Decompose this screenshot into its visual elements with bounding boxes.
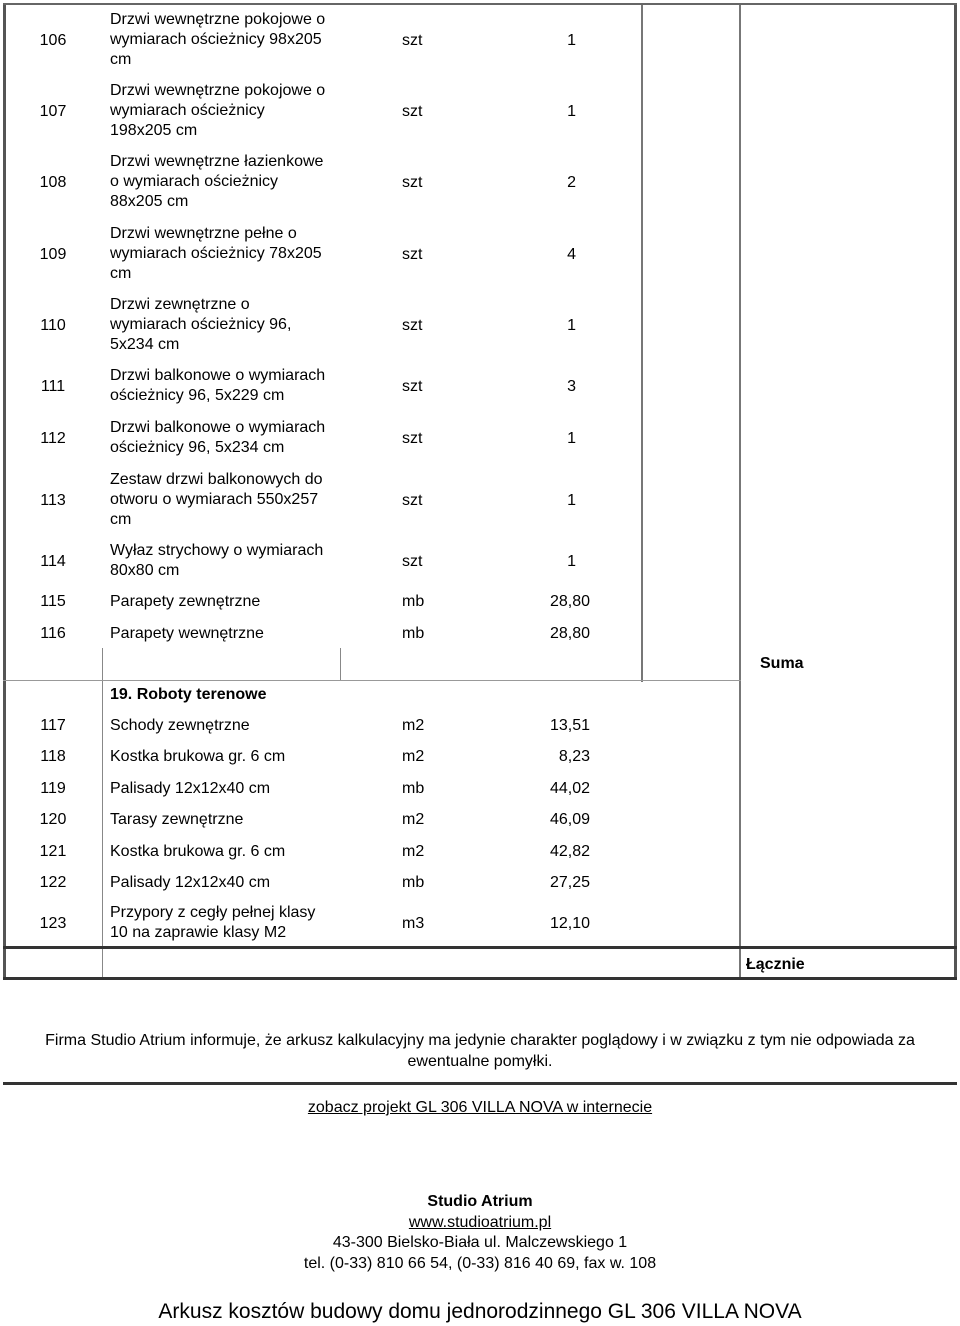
row-quantity: 1 <box>567 492 576 509</box>
row-number: 118 <box>40 748 66 765</box>
row-number: 110 <box>40 317 66 334</box>
row-quantity: 42,82 <box>549 843 590 860</box>
row-quantity: 27,25 <box>549 874 590 891</box>
row-number: 117 <box>40 717 66 734</box>
table-top-border <box>3 3 957 5</box>
row-unit: m3 <box>402 915 425 932</box>
row-description-line: Zestaw drzwi balkonowych do <box>110 471 323 488</box>
table-border-right <box>954 3 957 979</box>
row-description-line: Przypory z cegły pełnej klasy <box>110 904 316 921</box>
row-description-line: wymiarach ościeżnicy 78x205 <box>110 245 322 262</box>
row-description-line: 80x80 cm <box>110 562 180 579</box>
row-description <box>110 224 350 284</box>
row-description-line: Kostka brukowa gr. 6 cm <box>110 748 286 765</box>
row-number: 112 <box>40 430 66 447</box>
row-description-line: cm <box>110 51 132 68</box>
row-unit: szt <box>402 32 423 49</box>
row-description <box>110 716 350 736</box>
row-description-line: Drzwi balkonowe o wymiarach <box>110 419 326 436</box>
company-info <box>0 1192 960 1274</box>
row-number: 119 <box>40 780 66 797</box>
row-description-line: Palisady 12x12x40 cm <box>110 874 271 891</box>
suma-label: Suma <box>760 655 804 672</box>
company-phone: tel. (0-33) 810 66 54, (0-33) 816 40 69, fax w. 108 <box>303 1254 657 1272</box>
row-unit: szt <box>402 378 423 395</box>
row-description <box>110 470 350 530</box>
table-border-left <box>3 3 6 979</box>
row-number: 116 <box>40 625 66 642</box>
row-quantity: 2 <box>567 174 576 191</box>
row-number: 123 <box>39 915 67 932</box>
row-description-line: wymiarach ościeżnicy <box>110 102 265 119</box>
row-description-line: Drzwi wewnętrzne łazienkowe <box>110 153 324 170</box>
suma-row-divider <box>3 680 741 681</box>
disclaimer-line-1: Firma Studio Atrium informuje, że arkusz kalkulacyjny ma jedynie charakter poglądowy i w związku z tym nie odpowiada za <box>45 1032 915 1049</box>
row-description-line: Kostka brukowa gr. 6 cm <box>110 843 286 860</box>
row-unit: mb <box>402 625 425 642</box>
row-description-line: Parapety wewnętrzne <box>110 625 264 642</box>
row-description <box>110 842 350 862</box>
row-unit: szt <box>402 492 423 509</box>
row-description <box>110 366 350 406</box>
row-number: 115 <box>40 593 66 610</box>
section-title: 19. Roboty terenowe <box>110 686 267 703</box>
row-description-line: Palisady 12x12x40 cm <box>110 780 271 797</box>
row-description-line: cm <box>110 265 132 282</box>
row-number: 122 <box>39 874 67 891</box>
disclaimer-line-2: ewentualne pomyłki. <box>407 1053 553 1070</box>
row-quantity: 28,80 <box>549 625 590 642</box>
row-quantity: 1 <box>567 32 576 49</box>
column-divider-suma-left <box>641 3 643 682</box>
row-unit: m2 <box>402 843 425 860</box>
row-description-line: Parapety zewnętrzne <box>110 593 261 610</box>
row-quantity: 8,23 <box>558 748 590 765</box>
row-quantity: 4 <box>567 246 576 263</box>
row-description-line: ościeżnicy 96, 5x234 cm <box>110 439 285 456</box>
column-divider-description <box>340 648 341 680</box>
project-link[interactable]: zobacz projekt GL 306 VILLA NOVA w internecie <box>307 1099 653 1116</box>
row-description-line: cm <box>110 511 132 528</box>
row-number: 114 <box>40 553 66 570</box>
row-number: 121 <box>39 843 67 860</box>
row-quantity: 12,10 <box>549 915 590 932</box>
row-unit: szt <box>402 553 423 570</box>
row-unit: szt <box>402 246 423 263</box>
company-name: Studio Atrium <box>427 1193 533 1210</box>
row-description <box>110 779 350 799</box>
row-description <box>110 873 350 893</box>
row-unit: szt <box>402 317 423 334</box>
row-description-line: Drzwi wewnętrzne pokojowe o <box>110 82 326 99</box>
row-quantity: 13,51 <box>549 717 590 734</box>
row-quantity: 1 <box>567 553 576 570</box>
row-description-line: ościeżnicy 96, 5x229 cm <box>110 387 285 404</box>
row-quantity: 44,02 <box>549 780 590 797</box>
table-bottom-border <box>3 977 957 980</box>
row-unit: mb <box>402 874 425 891</box>
row-number: 120 <box>39 811 67 828</box>
row-number: 107 <box>39 103 67 120</box>
row-description-line: 198x205 cm <box>110 122 198 139</box>
row-description <box>110 541 350 581</box>
row-number: 108 <box>39 174 67 191</box>
row-number: 111 <box>40 378 66 395</box>
row-unit: mb <box>402 780 425 797</box>
row-description-line: wymiarach ościeżnicy 98x205 <box>110 31 322 48</box>
row-description <box>110 295 350 355</box>
row-quantity: 46,09 <box>549 811 590 828</box>
column-divider-suma-right <box>739 3 741 979</box>
row-unit: m2 <box>402 717 425 734</box>
document-footer-title: Arkusz kosztów budowy domu jednorodzinnego GL 306 VILLA NOVA <box>158 1300 802 1323</box>
row-description-line: Drzwi wewnętrzne pełne o <box>110 225 297 242</box>
row-description-line: Wyłaz strychowy o wymiarach <box>110 542 324 559</box>
column-divider-number <box>102 648 103 978</box>
row-description-line: Drzwi balkonowe o wymiarach <box>110 367 326 384</box>
row-quantity: 1 <box>567 103 576 120</box>
row-description <box>110 152 350 212</box>
row-description <box>110 624 350 644</box>
company-website-link[interactable]: www.studioatrium.pl <box>408 1213 552 1231</box>
row-description-line: 10 na zaprawie klasy M2 <box>110 924 287 941</box>
row-description-line: Schody zewnętrzne <box>110 717 250 734</box>
row-description-line: Drzwi wewnętrzne pokojowe o <box>110 11 326 28</box>
disclaimer <box>20 1030 940 1072</box>
row-number: 106 <box>39 32 67 49</box>
row-description <box>110 10 350 70</box>
row-number: 109 <box>39 246 67 263</box>
row-description <box>110 810 350 830</box>
row-description <box>110 903 350 943</box>
row-quantity: 3 <box>567 378 576 395</box>
table-total-border-top <box>3 946 957 949</box>
row-unit: m2 <box>402 748 425 765</box>
row-unit: mb <box>402 593 425 610</box>
row-unit: szt <box>402 103 423 120</box>
footer-separator <box>3 1082 957 1085</box>
row-unit: m2 <box>402 811 425 828</box>
row-description <box>110 418 350 458</box>
row-quantity: 1 <box>567 317 576 334</box>
row-description <box>110 592 350 612</box>
row-description <box>110 81 350 141</box>
row-description <box>110 747 350 767</box>
company-address: 43-300 Bielsko-Biała ul. Malczewskiego 1 <box>332 1234 628 1251</box>
row-description-line: 5x234 cm <box>110 336 180 353</box>
row-description-line: o wymiarach ościeżnicy <box>110 173 279 190</box>
row-quantity: 28,80 <box>549 593 590 610</box>
row-description-line: Drzwi zewnętrzne o <box>110 296 250 313</box>
row-description-line: Tarasy zewnętrzne <box>110 811 244 828</box>
row-number: 113 <box>40 492 66 509</box>
row-unit: szt <box>402 174 423 191</box>
row-description-line: otworu o wymiarach 550x257 <box>110 491 319 508</box>
row-description-line: 88x205 cm <box>110 193 189 210</box>
row-description-line: wymiarach ościeżnicy 96, <box>110 316 292 333</box>
row-quantity: 1 <box>567 430 576 447</box>
total-label: Łącznie <box>746 956 805 973</box>
row-unit: szt <box>402 430 423 447</box>
